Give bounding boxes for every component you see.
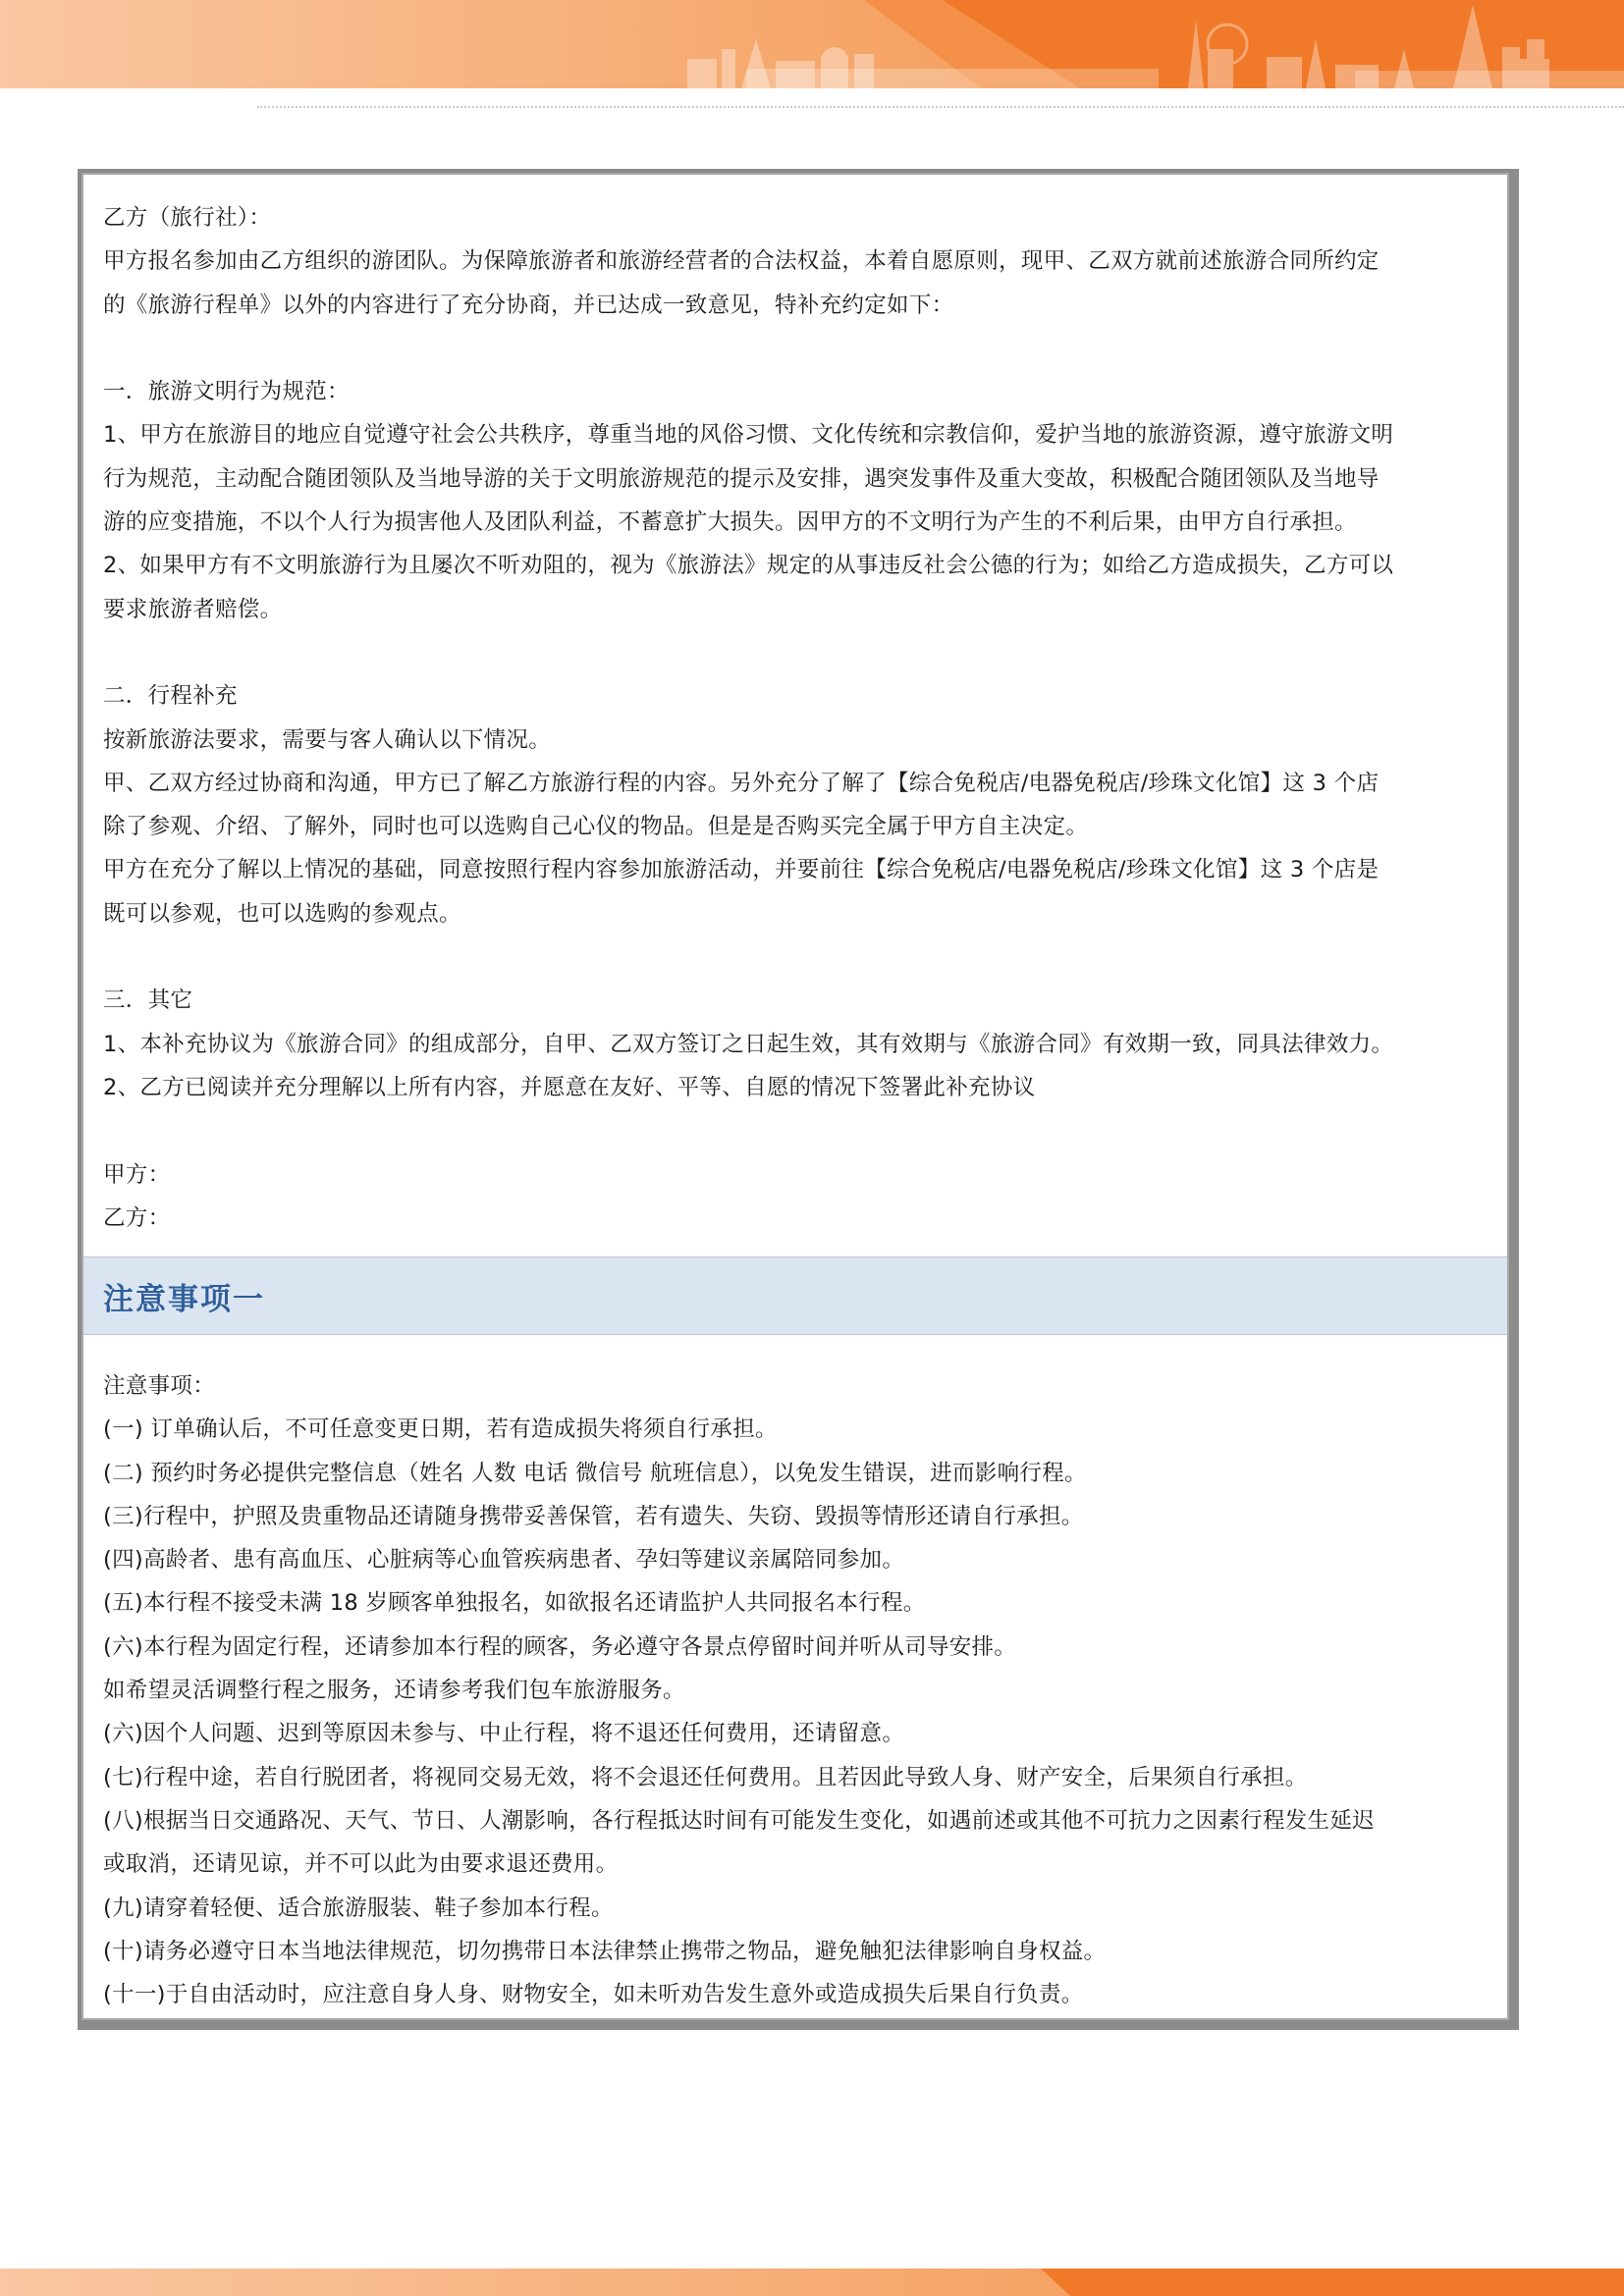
note-item: (十)请务必遵守日本当地法律规范，切勿携带日本法律禁止携带之物品，避免触犯法律影响自身权益。: [103, 1938, 1107, 1964]
note-item: (五)本行程不接受未满 18 岁顾客单独报名，如欲报名还请监护人共同报名本行程。: [103, 1590, 926, 1617]
signature-party-a: 甲方：: [103, 1161, 171, 1188]
agreement-intro-line-1: 甲方报名参加由乙方组织的游团队。为保障旅游者和旅游经营者的合法权益，本着自愿原则，现甲、乙双方就前述旅游合同所约定: [103, 248, 1380, 275]
note-item: (七)行程中途，若自行脱团者，将视同交易无效，将不会退还任何费用。且若因此导致人身、财产安全，后果须自行承担。: [103, 1764, 1308, 1790]
header-banner-graphic: [0, 0, 1624, 88]
itinerary-line: 甲、乙双方经过协商和沟通，甲方已了解乙方旅游行程的内容。另外充分了解了【综合免税店/电器免税店/珍珠文化馆】这 3 个店: [103, 770, 1380, 796]
footer-banner: [0, 2269, 1624, 2296]
notes-title: 注意事项一: [103, 1281, 265, 1317]
itinerary-line: 既可以参观，也可以选购的参观点。: [103, 900, 461, 927]
document-body: [81, 173, 1509, 2020]
civility-heading: 一．旅游文明行为规范：: [103, 379, 350, 405]
itinerary-line: 甲方在充分了解以上情况的基础，同意按照行程内容参加旅游活动，并要前往【综合免税店/电器免税店/珍珠文化馆】这 3 个店是: [103, 857, 1380, 883]
note-item: (八)根据当日交通路况、天气、节日、人潮影响，各行程抵达时间有可能发生变化，如遇前述或其他不可抗力之因素行程发生延迟: [103, 1807, 1375, 1834]
note-item: (一) 订单确认后，不可任意变更日期，若有造成损失将须自行承担。: [103, 1416, 778, 1443]
civility-line: 行为规范，主动配合随团领队及当地导游的关于文明旅游规范的提示及安排，遇突发事件及重大变故，积极配合随团领队及当地导: [103, 465, 1380, 492]
itinerary-line: 按新旅游法要求，需要与客人确认以下情况。: [103, 726, 552, 753]
note-item: (十一)于自由活动时，应注意自身人身、财物安全，如未听劝告发生意外或造成损失后果自行负责。: [103, 1982, 1084, 2008]
note-item: (六)本行程为固定行程，还请参加本行程的顾客，务必遵守各景点停留时间并听从司导安排。: [103, 1633, 1017, 1660]
civility-line: 要求旅游者赔偿。: [103, 596, 283, 622]
other-line: 2、乙方已阅读并充分理解以上所有内容，并愿意在友好、平等、自愿的情况下签署此补充协议: [103, 1074, 1036, 1100]
other-line: 1、本补充协议为《旅游合同》的组成部分，自甲、乙双方签订之日起生效，其有效期与《旅游合同》有效期一致，同具法律效力。: [103, 1031, 1394, 1057]
footer-banner-graphic: [0, 2269, 1624, 2296]
civility-line: 1、甲方在旅游目的地应自觉遵守社会公共秩序，尊重当地的风俗习惯、文化传统和宗教信仰，爱护当地的旅游资源，遵守旅游文明: [103, 422, 1394, 449]
notes-list: [83, 1335, 1507, 2018]
signature-party-b: 乙方：: [103, 1204, 171, 1231]
notes-section-header: [83, 1256, 1507, 1335]
note-item: 或取消，还请见谅，并不可以此为由要求退还费用。: [103, 1851, 619, 1878]
agreement-intro-line-2: 的《旅游行程单》以外的内容进行了充分协商，并已达成一致意见，特补充约定如下：: [103, 292, 954, 318]
note-item: (二) 预约时务必提供完整信息（姓名 人数 电话 微信号 航班信息），以免发生错误，进而影响行程。: [103, 1460, 1087, 1486]
itinerary-heading: 二．行程补充: [103, 683, 238, 710]
document-frame: [78, 169, 1519, 2030]
header-divider: [257, 106, 1624, 108]
other-heading: 三．其它: [103, 988, 193, 1014]
civility-line: 2、如果甲方有不文明旅游行为且屡次不听劝阻的，视为《旅游法》规定的从事违反社会公德的行为；如给乙方造成损失，乙方可以: [103, 553, 1394, 579]
supplementary-agreement: [83, 175, 1507, 1256]
notes-label: 注意事项：: [103, 1373, 216, 1399]
note-item: (四)高龄者、患有高血压、心脏病等心血管疾病患者、孕妇等建议亲属陪同参加。: [103, 1547, 905, 1574]
note-item: (九)请穿着轻便、适合旅游服装、鞋子参加本行程。: [103, 1895, 614, 1921]
civility-line: 游的应变措施，不以个人行为损害他人及团队利益，不蓄意扩大损失。因甲方的不文明行为产生的不利后果，由甲方自行承担。: [103, 509, 1357, 536]
header-banner: [0, 0, 1624, 88]
note-item: (三)行程中，护照及贵重物品还请随身携带妥善保管，若有遗失、失窃、毁损等情形还请自行承担。: [103, 1503, 1084, 1529]
party-b-travel-agency: 乙方（旅行社）：: [103, 205, 272, 231]
note-item: (六)因个人问题、迟到等原因未参与、中止行程，将不退还任何费用，还请留意。: [103, 1721, 905, 1747]
itinerary-line: 除了参观、介绍、了解外，同时也可以选购自己心仪的物品。但是是否购买完全属于甲方自主决定。: [103, 814, 1089, 840]
note-item: 如希望灵活调整行程之服务，还请参考我们包车旅游服务。: [103, 1678, 685, 1704]
